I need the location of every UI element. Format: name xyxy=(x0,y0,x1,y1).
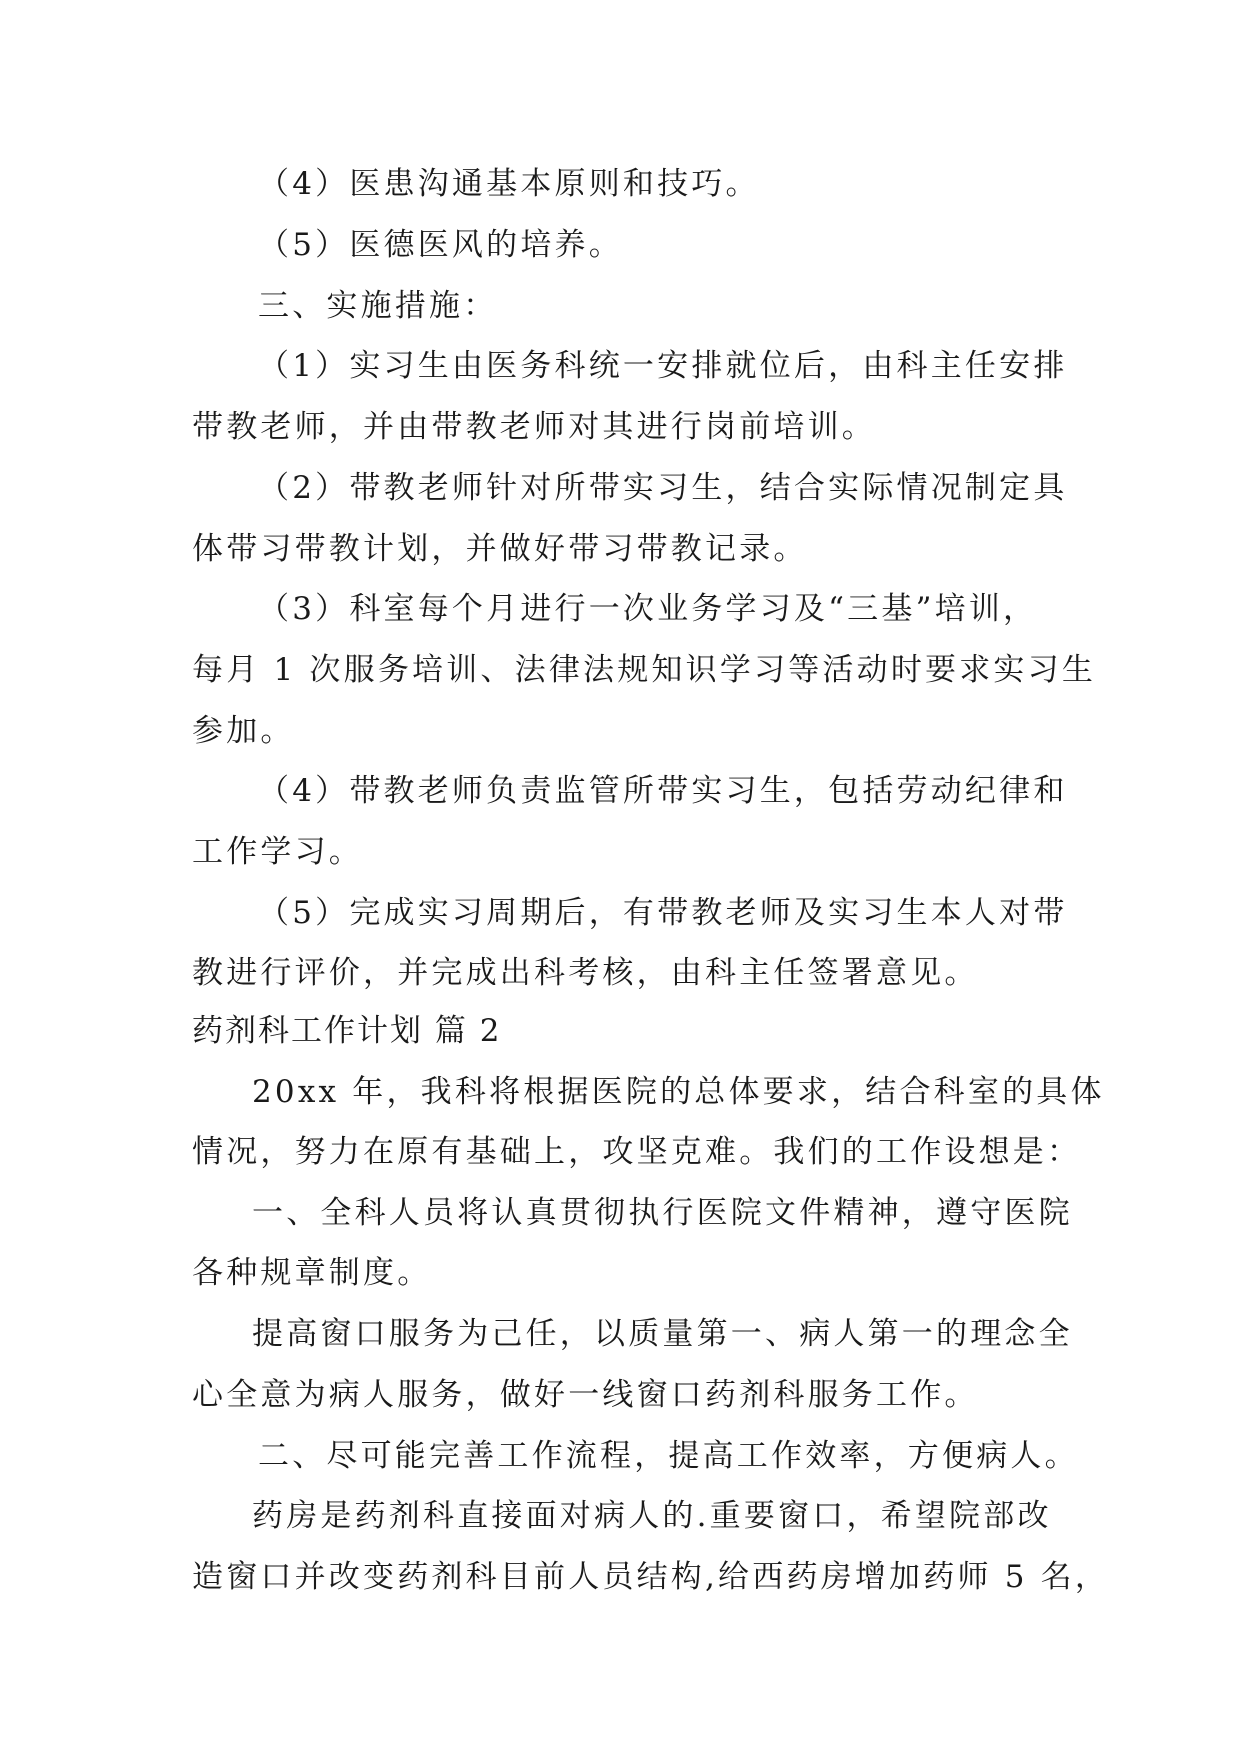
pharmacy-line-1: 药房是药剂科直接面对病人的.重要窗口，希望院部改 xyxy=(252,1498,1052,1534)
measure-3-line-1: （3）科室每个月进行一次业务学习及“三基”培训， xyxy=(258,591,1038,627)
measure-1-line-2: 带教老师，并由带教老师对其进行岗前培训。 xyxy=(192,409,876,445)
point-2-line-1: 二、尽可能完善工作流程，提高工作效率，方便病人。 xyxy=(258,1438,1079,1474)
measure-2-line-2: 体带习带教计划，并做好带习带教记录。 xyxy=(192,531,808,567)
service-line-2: 心全意为病人服务，做好一线窗口药剂科服务工作。 xyxy=(192,1377,979,1413)
intro-line-1: 20xx 年，我科将根据医院的总体要求，结合科室的具体 xyxy=(252,1074,1105,1110)
measure-5-line-2: 教进行评价，并完成出科考核，由科主任签署意见。 xyxy=(192,955,979,991)
measure-4-line-2: 工作学习。 xyxy=(192,834,363,870)
pharmacy-line-2: 造窗口并改变药剂科目前人员结构,给西药房增加药师 5 名， xyxy=(192,1559,1110,1595)
measure-3-line-3: 参加。 xyxy=(192,713,295,749)
article-title-part-2: 药剂科工作计划 篇 2 xyxy=(192,1013,502,1049)
list-item-4-communication: （4）医患沟通基本原则和技巧。 xyxy=(258,166,760,202)
point-1-line-2: 各种规章制度。 xyxy=(192,1255,432,1291)
measure-4-line-1: （4）带教老师负责监管所带实习生，包括劳动纪律和 xyxy=(258,773,1068,809)
section-heading-measures: 三、实施措施： xyxy=(258,288,498,324)
list-item-5-ethics: （5）医德医风的培养。 xyxy=(258,227,623,263)
point-1-line-1: 一、全科人员将认真贯彻执行医院文件精神，遵守医院 xyxy=(252,1195,1073,1231)
intro-line-2: 情况，努力在原有基础上，攻坚克难。我们的工作设想是： xyxy=(192,1134,1082,1170)
measure-1-line-1: （1）实习生由医务科统一安排就位后，由科主任安排 xyxy=(258,348,1068,384)
measure-3-line-2: 每月 1 次服务培训、法律法规知识学习等活动时要求实习生 xyxy=(192,652,1097,688)
measure-5-line-1: （5）完成实习周期后，有带教老师及实习生本人对带 xyxy=(258,895,1068,931)
measure-2-line-1: （2）带教老师针对所带实习生，结合实际情况制定具 xyxy=(258,470,1068,506)
service-line-1: 提高窗口服务为己任，以质量第一、病人第一的理念全 xyxy=(252,1316,1073,1352)
